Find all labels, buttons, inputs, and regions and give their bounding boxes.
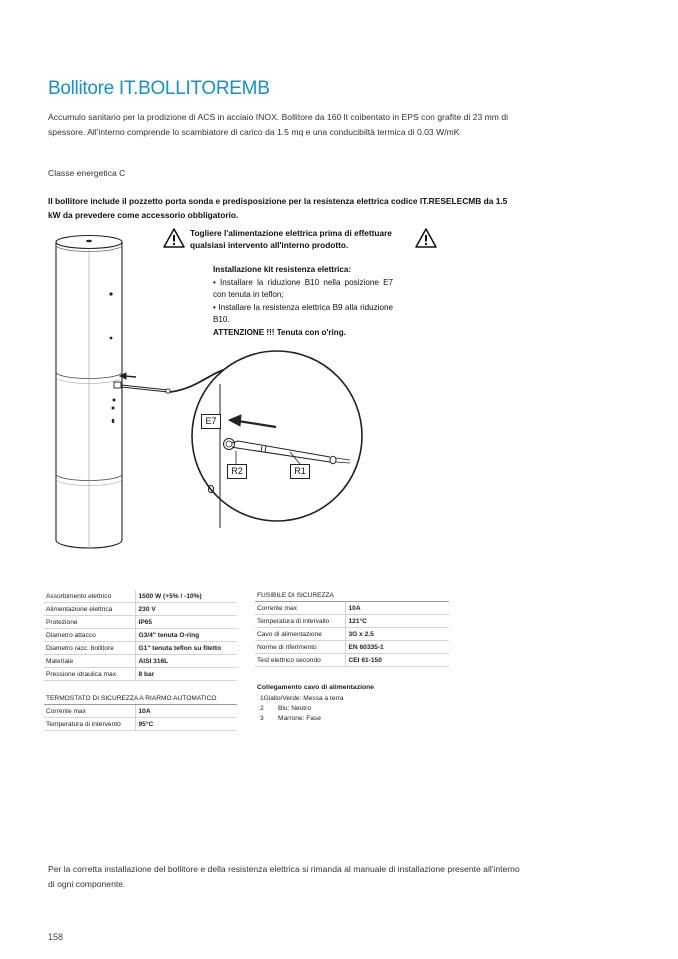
install-step-1: • Installare la riduzione B10 nella posizione E7 con tenuta in teflon; — [213, 277, 393, 300]
table-row: Temperatura di intervallo 121°C — [255, 615, 449, 628]
table-row: Materiale AISI 316L — [44, 655, 237, 668]
install-instructions — [213, 264, 393, 340]
energy-class: Classe energetica C — [48, 168, 126, 178]
footer-note: Per la corretta installazione del bollitore e della resistenza elettrica si rimanda al manuale di installazione presente all'interno di ogni componente. — [48, 864, 520, 889]
accessory-note: Il bollitore include il pozzetto porta sonda e predisposizione per la resistenza elettrica codice IT.RESELECMB da 1.5 kW da prevedere come accessorio obbligatorio. — [48, 196, 508, 220]
thermostat-table — [44, 692, 237, 731]
table-row: Temperatura di intervento 95°C — [44, 718, 237, 731]
warning-icon — [415, 228, 437, 248]
detail-magnifier — [192, 351, 362, 521]
table-row: Assorbimento elettrico 1500 W (+5% / -10%) — [44, 590, 237, 603]
table-row: Test elettrico secondo CEI 61-150 — [255, 654, 449, 667]
table-row: Cavo di alimentazione 3G x 2.5 — [255, 628, 449, 641]
list-item: 1Giallo/Verde: Messa a terra — [260, 695, 344, 702]
list-item: 2 Blu: Neutro — [260, 705, 311, 712]
spec-table — [44, 590, 237, 681]
page-number: 158 — [48, 932, 64, 942]
table-row: Diametro racc. bollitore G1" tenuta teflon su filetto — [44, 642, 237, 655]
table-header: TERMOSTATO DI SICUREZZA A RIARMO AUTOMATICO — [44, 692, 237, 705]
install-title: Installazione kit resistenza elettrica: — [213, 265, 352, 274]
wiring-title: Collegamento cavo di alimentazione — [257, 684, 375, 691]
install-attention: ATTENZIONE !!! Tenuta con o'ring. — [213, 327, 346, 337]
page-title: Bollitore IT.BOLLITOREMB — [48, 78, 270, 99]
wiring-legend — [257, 683, 374, 724]
table-row: Corrente max 10A — [44, 705, 237, 718]
label-r2: R2 — [227, 464, 247, 479]
list-item: 3 Marrone: Fase — [260, 715, 321, 722]
label-r1: R1 — [290, 464, 310, 479]
warning-icon — [163, 228, 185, 248]
table-header: FUSIBILE DI SICUREZZA — [255, 589, 449, 602]
boiler-cylinder — [56, 236, 122, 549]
table-row: Alimentazione elettrica 230 V — [44, 603, 237, 616]
product-description: Accumulo sanitario per la prodizione di ACS in acciaio INOX. Bollitore da 160 lt coibentato in EPS con grafite di 23 mm di spessore. All'interno comprende lo scambiatore di carico da 1.5 mq e una conducibiltà termica di 0.03 W/mK — [48, 112, 509, 137]
table-row: Pressione idraulica max 8 bar — [44, 668, 237, 681]
table-row: Protezione IP65 — [44, 616, 237, 629]
fuse-table — [255, 589, 449, 667]
table-row: Corrente max 10A — [255, 602, 449, 615]
warning-text: Togliere l'alimentazione elettrica prima di effettuare qualsiasi intervento all'interno prodotto. — [190, 228, 392, 250]
table-row: Diametro attacco G3/4" tenuta O-ring — [44, 629, 237, 642]
install-step-2: • Installare la resistenza elettrica B9 alla riduzione B10. — [213, 302, 393, 325]
label-e7: E7 — [201, 414, 221, 429]
table-row: Norme di riferimento EN 60335-1 — [255, 641, 449, 654]
